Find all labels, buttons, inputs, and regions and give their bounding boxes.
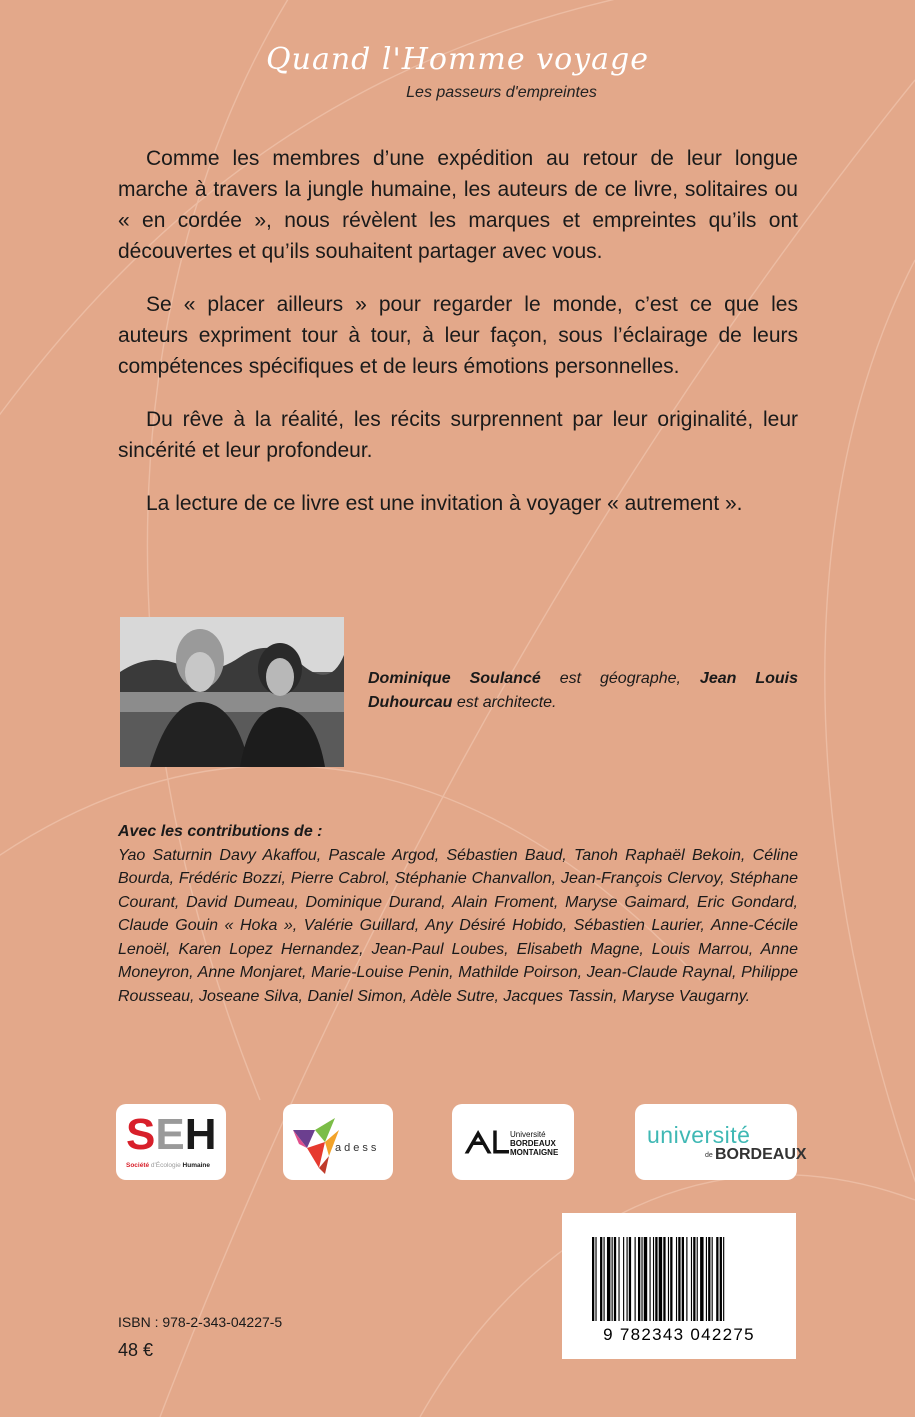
barcode-bar — [686, 1237, 687, 1321]
barcode-bar — [659, 1237, 662, 1321]
seh-tag: Société — [126, 1162, 150, 1169]
barcode-bar — [635, 1237, 636, 1321]
barcode-bar — [700, 1237, 703, 1321]
montaigne-line: MONTAIGNE — [510, 1148, 559, 1157]
author-role: est géographe, — [540, 670, 700, 687]
authors-caption — [368, 667, 798, 715]
book-subtitle: Les passeurs d'empreintes — [406, 84, 597, 101]
author-name: Dominique Soulancé — [368, 670, 541, 687]
barcode-bar — [706, 1237, 707, 1321]
adess-text: adess — [335, 1142, 380, 1154]
authors-photo — [120, 617, 344, 767]
barcode-bar — [668, 1237, 669, 1321]
barcode-bar — [653, 1237, 654, 1321]
authors-photo-image — [120, 617, 344, 767]
barcode-bar — [697, 1237, 698, 1321]
barcode-bar — [629, 1237, 631, 1321]
barcode-bar — [644, 1237, 647, 1321]
barcode-bar — [670, 1237, 672, 1321]
barcode-bar — [693, 1237, 695, 1321]
barcode-bar — [623, 1237, 624, 1321]
montaigne-logo — [452, 1104, 574, 1180]
barcode-bar — [720, 1237, 722, 1321]
barcode-bar — [708, 1237, 710, 1321]
ubx-university: université — [647, 1122, 751, 1148]
barcode-digits: 9 782343 042275 — [603, 1325, 755, 1344]
blurb-paragraph: Du rêve à la réalité, les récits surprennent par leur originalité, leur sincérité et leur profondeur. — [118, 408, 798, 462]
barcode-bar — [638, 1237, 640, 1321]
book-title: Quand l'Homme voyage — [266, 42, 649, 77]
author-role: est architecte. — [452, 694, 557, 711]
contributors-list: Yao Saturnin Davy Akaffou, Pascale Argod, Sébastien Baud, Tanoh Raphaël Bekoin, Céline Bourda, Frédéric Bozzi, Pierre Cabrol, Stéphanie Chanvallon, Jean-François Clervoy, Stéphane Courant, David Dumeau, Dominique Durand, Alain Froment, Maryse Gaimard, Eric Gondard, Claude Gouin « Hoka », Valérie Guillard, Any Désiré Hobido, Sébastien Laurier, Anne-Cécile Lenoël, Karen Lopez Hernandez, Jean-Paul Loubes, Elisabeth Magne, Louis Marrou, Anne Moneyron, Anne Monjaret, Marie-Louise Penin, Mathilde Poirson, Jean-Claude Raynal, Philippe Rousseau, Joseane Silva, Daniel Simon, Adèle Sutre, Jacques Tassin, Maryse Vaugarny. — [118, 846, 798, 1005]
seh-tag: Humaine — [182, 1162, 210, 1169]
barcode-bar — [655, 1237, 657, 1321]
seh-logo — [116, 1104, 226, 1180]
ubx-de: de — [705, 1152, 713, 1159]
barcode-bar — [663, 1237, 665, 1321]
barcode-bar — [691, 1237, 692, 1321]
ubx-bordeaux: BORDEAUX — [715, 1146, 807, 1163]
blurb-paragraph: Comme les membres d’une expédition au retour de leur longue marche à travers la jungle humaine, les auteurs de ce livre, solitaires ou « en cordée », nous révèlent les marques et empreintes qu’ils ont découvertes et qu’ils souhaitent partager avec vous. — [118, 147, 798, 263]
barcode-bar — [595, 1237, 596, 1321]
barcode-bar — [716, 1237, 718, 1321]
seh-h: H — [184, 1110, 217, 1159]
barcode-bar — [604, 1237, 605, 1321]
montaigne-line: Université — [510, 1130, 546, 1139]
barcode-bars — [562, 1213, 796, 1325]
blurb-paragraph: La lecture de ce livre est une invitation à voyager « autrement ». — [146, 492, 743, 515]
seh-letters — [126, 1112, 217, 1158]
barcode-bar — [676, 1237, 677, 1321]
price: 48 € — [118, 1340, 154, 1360]
barcode-bar — [627, 1237, 628, 1321]
barcode-bar — [682, 1237, 684, 1321]
barcode — [562, 1213, 796, 1359]
barcode-bar — [592, 1237, 594, 1321]
adess-logo — [283, 1104, 393, 1180]
barcode-bar — [600, 1237, 602, 1321]
blurb-paragraph: Se « placer ailleurs » pour regarder le monde, c’est ce que les auteurs expriment tour à tour, à leur façon, sous l’éclairage de leurs compétences spécifiques et de leurs émotions personnelles. — [118, 293, 798, 378]
barcode-bar — [678, 1237, 680, 1321]
seh-e: E — [155, 1110, 185, 1159]
author-name: Jean Louis Duhourcau — [368, 670, 799, 711]
blurb — [118, 143, 798, 541]
isbn: ISBN : 978-2-343-04227-5 — [118, 1314, 283, 1330]
contributions — [118, 820, 798, 1008]
ubx-logo — [635, 1104, 807, 1180]
montaigne-text — [510, 1130, 558, 1157]
barcode-bar — [612, 1237, 613, 1321]
barcode-bar — [618, 1237, 619, 1321]
barcode-bar — [607, 1237, 610, 1321]
contributions-heading: Avec les contributions de : — [118, 823, 323, 840]
barcode-bar — [723, 1237, 724, 1321]
barcode-bar — [650, 1237, 651, 1321]
barcode-bar — [614, 1237, 616, 1321]
seh-tagline — [126, 1162, 210, 1169]
montaigne-mark-icon: ᗅᒪ — [464, 1126, 510, 1161]
barcode-bar — [712, 1237, 713, 1321]
seh-s: S — [126, 1110, 156, 1159]
montaigne-line: BORDEAUX — [510, 1139, 556, 1148]
seh-tag: d'Écologie — [149, 1162, 183, 1169]
barcode-bar — [641, 1237, 642, 1321]
